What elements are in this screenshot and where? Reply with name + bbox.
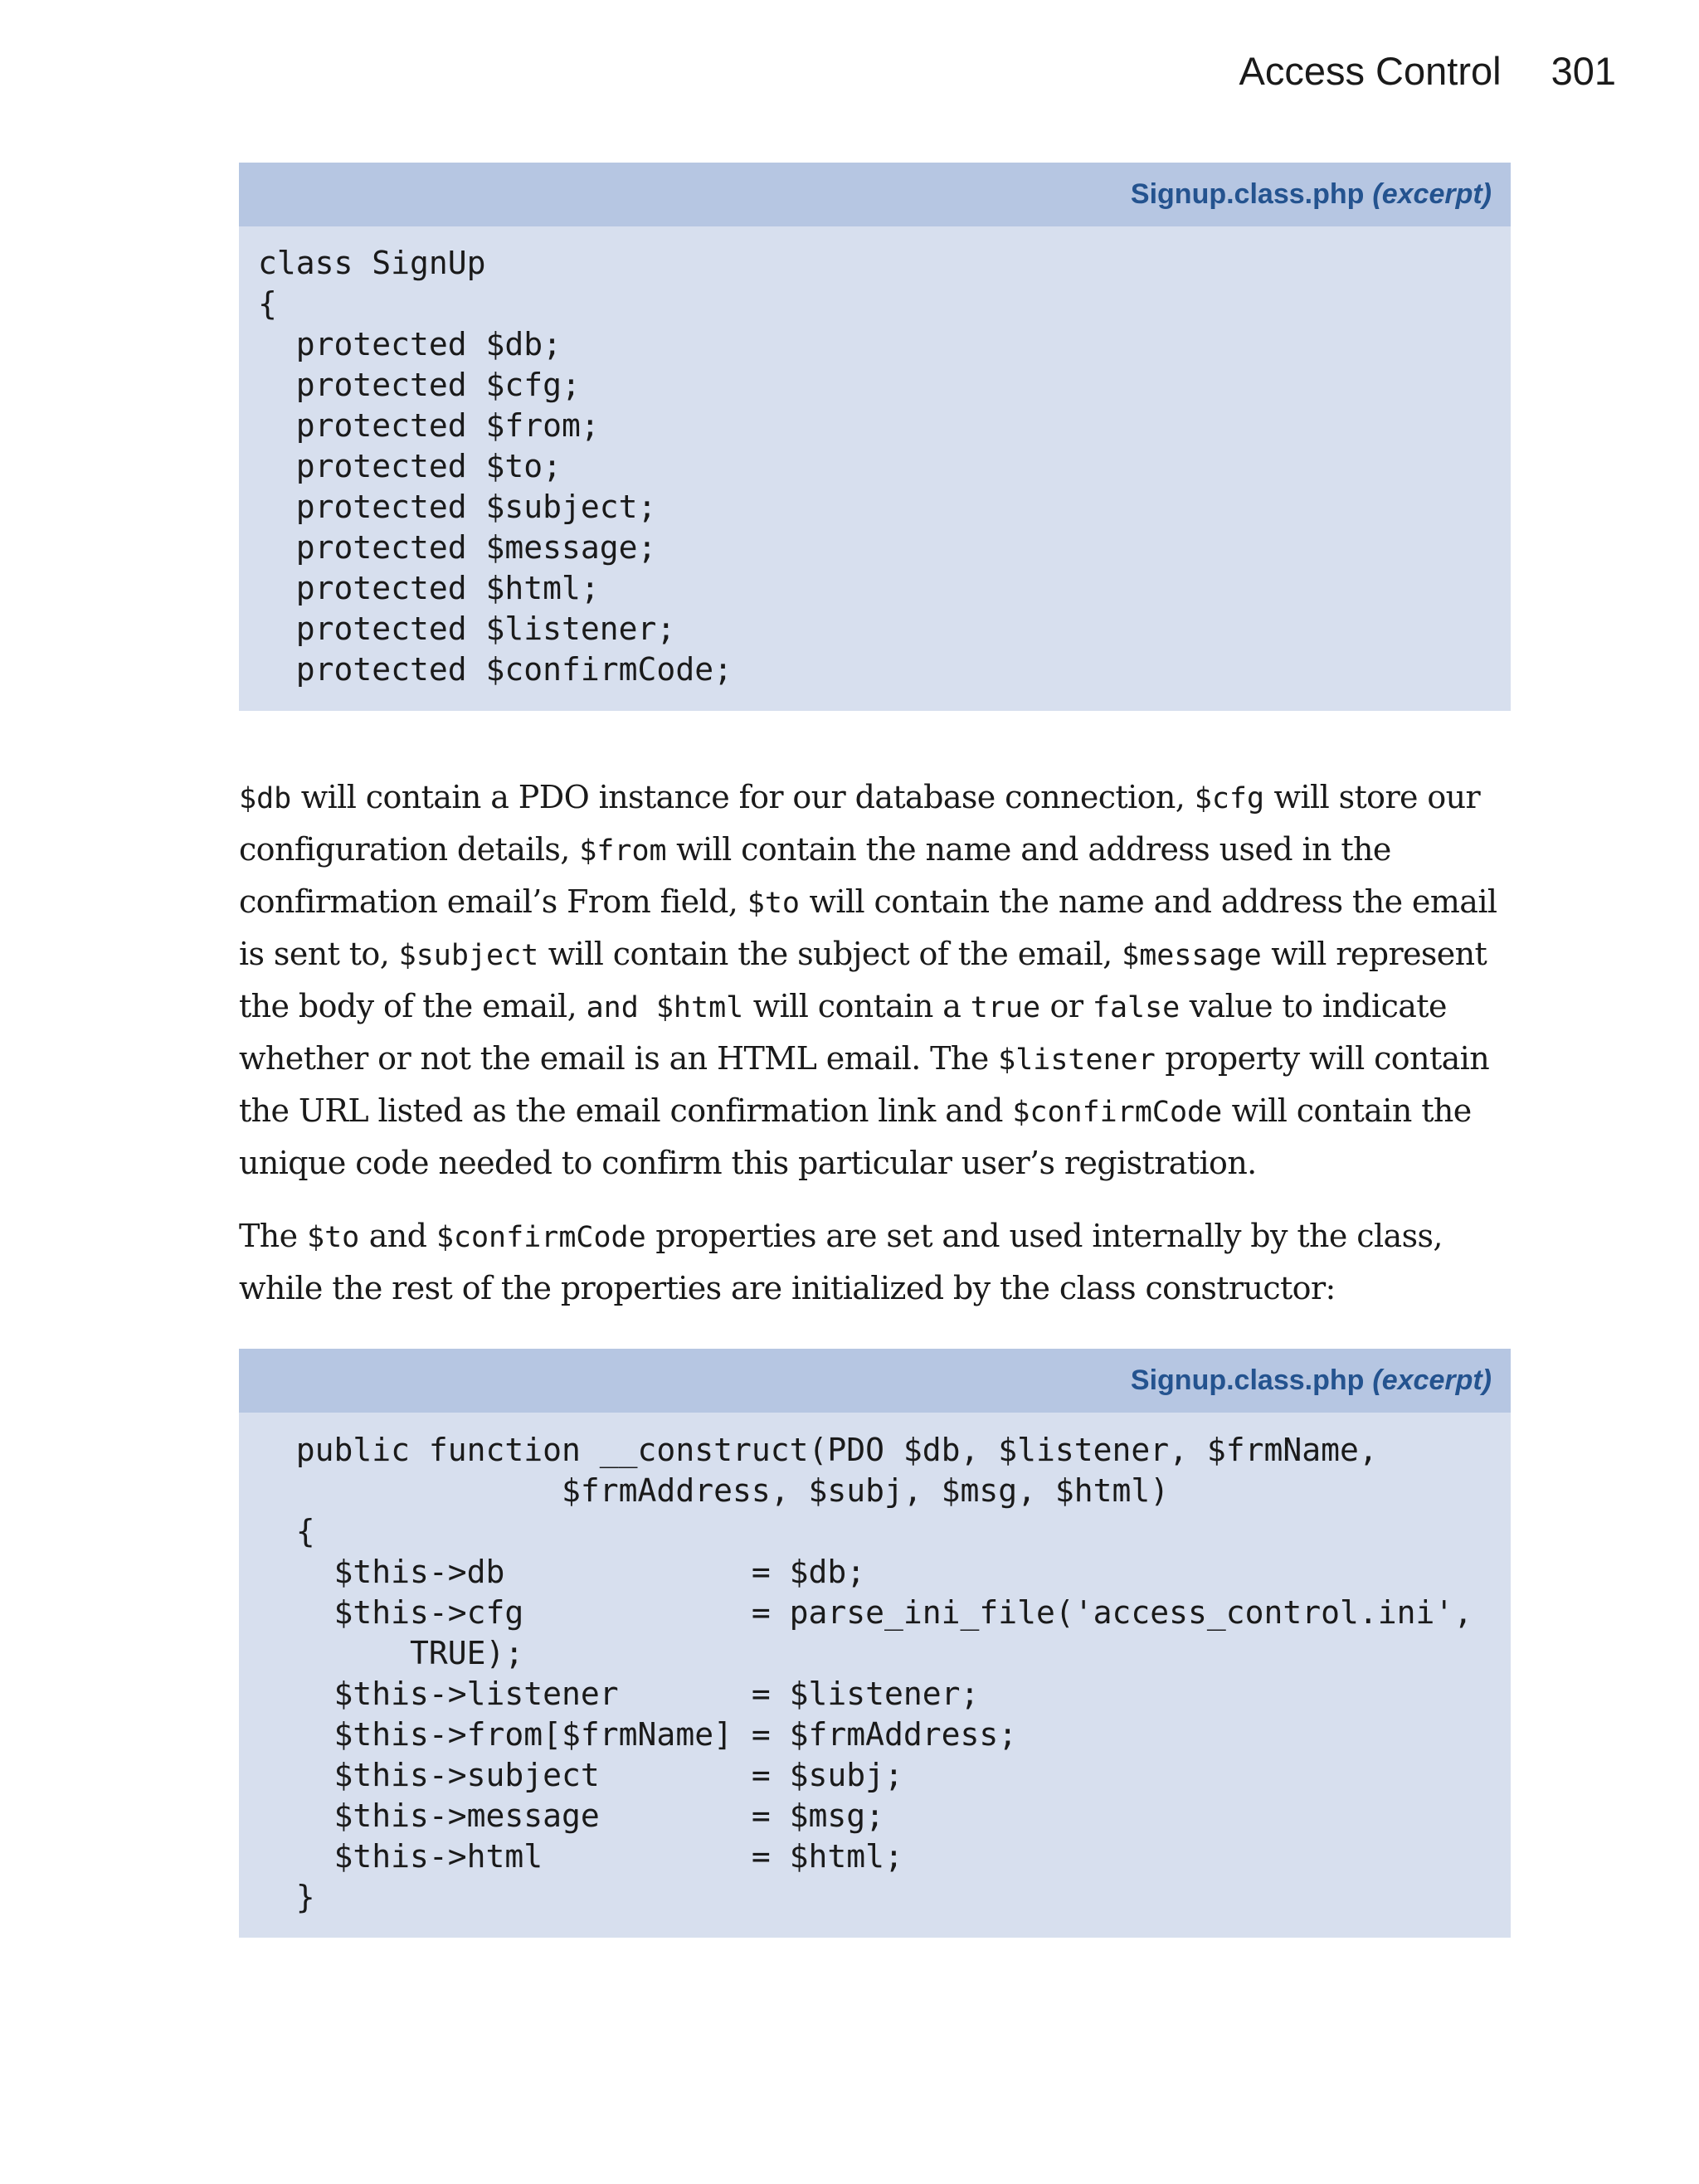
running-head bbox=[1239, 48, 1616, 94]
paragraph-text: will contain the unique code needed to confirm this particular user’s registration. bbox=[239, 1092, 1472, 1181]
code-block: class SignUp { protected $db; protected $cfg; protected $from; protected $to; protected $subject; protected $message; protected $html; protected $listener; protected $confirmCode; bbox=[258, 245, 733, 688]
inline-code: $to bbox=[747, 887, 800, 920]
paragraph-text: properties are set and used internally by the class, while the rest of the properties are initialized by the class constructor: bbox=[239, 1218, 1443, 1306]
paragraph-text: will represent the body of the email, bbox=[239, 936, 1487, 1024]
code-listing-signup-constructor bbox=[239, 1349, 1511, 1938]
paragraph-text: will contain a PDO instance for our database connection, bbox=[291, 779, 1195, 815]
inline-code: $subject bbox=[398, 939, 539, 972]
inline-code: $cfg bbox=[1194, 782, 1265, 815]
section-title: Access Control bbox=[1239, 49, 1502, 93]
paragraph-text: and bbox=[359, 1218, 436, 1254]
paragraph-text: value to indicate whether or not the email is an HTML email. The bbox=[239, 988, 1447, 1077]
paragraph-text: will store our configuration details, bbox=[239, 779, 1481, 868]
paragraph-text: property will contain the URL listed as the email confirmation link and bbox=[239, 1040, 1490, 1129]
body-paragraph bbox=[239, 1211, 1511, 1314]
paragraph-text: or bbox=[1040, 988, 1093, 1024]
listing-caption bbox=[239, 163, 1511, 226]
listing-filename: Signup.class.php bbox=[1130, 178, 1365, 210]
page-number: 301 bbox=[1551, 49, 1616, 93]
inline-code: $to bbox=[307, 1221, 360, 1254]
body-paragraph bbox=[239, 772, 1511, 1189]
inline-code: $confirmCode bbox=[436, 1221, 646, 1254]
inline-code: $listener bbox=[998, 1043, 1156, 1077]
inline-code: false bbox=[1092, 991, 1181, 1024]
inline-code: $from bbox=[579, 834, 667, 868]
inline-code: true bbox=[970, 991, 1041, 1024]
listing-excerpt-note: (excerpt) bbox=[1372, 1364, 1492, 1396]
inline-code: $message bbox=[1122, 939, 1262, 972]
paragraph-text: will contain the subject of the email, bbox=[538, 936, 1122, 972]
inline-code: and $html bbox=[586, 991, 744, 1024]
paragraph-text: The bbox=[239, 1218, 307, 1254]
paragraph-text: will contain a bbox=[743, 988, 971, 1024]
code-block: public function __construct(PDO $db, $listener, $frmName, $frmAddress, $subj, $msg, $html) { $this->db = $db; $this->cfg = parse_ini_file('access_control.ini', TRUE); $this->listener = $listener; $this->from[$frmName] = $frmAddress; $this->subject = $subj; $this->message = $msg; $this->html = $html; } bbox=[295, 1432, 1473, 1915]
paragraph-text: will contain the name and address used in the confirmation email’s From field, bbox=[239, 831, 1391, 920]
listing-filename: Signup.class.php bbox=[1130, 1364, 1365, 1396]
inline-code: $confirmCode bbox=[1012, 1096, 1223, 1129]
paragraph-text: will contain the name and address the email is sent to, bbox=[239, 883, 1497, 972]
listing-excerpt-note: (excerpt) bbox=[1372, 178, 1492, 210]
inline-code: $db bbox=[239, 782, 292, 815]
code-listing-signup-properties bbox=[239, 163, 1511, 711]
listing-caption bbox=[239, 1349, 1511, 1413]
